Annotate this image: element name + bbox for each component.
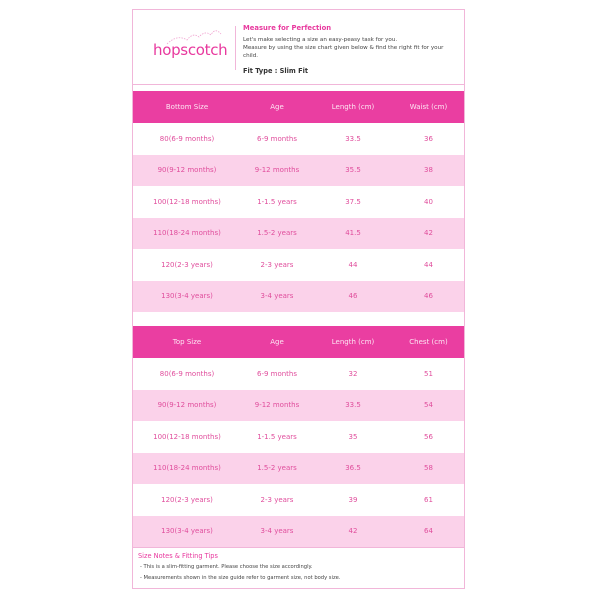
table-header-row [133,326,464,358]
cell-size: 90(9-12 months) [133,155,241,187]
size-chart-header [133,10,464,85]
cell-size: 120(2-3 years) [161,260,213,269]
cell-length: 32 [348,369,358,378]
table-row [133,421,464,453]
cell-waist: 38 [393,155,464,187]
column-header: Age [241,91,313,123]
header-line-1: Let's make selecting a size an easy-peasy task for you. [243,37,398,43]
cell-size: 130(3-4 years) [133,281,241,313]
table-row [133,155,464,187]
cell-waist: 36 [424,134,433,143]
top-size-table [133,326,464,547]
cell-age: 6-9 months [256,369,298,378]
header-line-2: Measure by using the size chart given below & find the right fit for your child. [243,45,444,59]
cell-length: 37.5 [345,197,361,206]
cell-age: 2-3 years [260,260,294,269]
cell-age: 3-4 years [241,281,313,313]
table-row [133,453,464,485]
cell-age: 9-12 months [241,155,313,187]
size-chart-sheet [132,9,465,589]
cell-age: 3-4 years [241,516,313,548]
cell-size: 120(2-3 years) [161,495,213,504]
cell-age: 1-1.5 years [257,432,297,441]
table-row [133,123,464,155]
table-row [133,281,464,313]
cell-waist: 46 [393,281,464,313]
table-row [133,516,464,548]
notes-title: Size Notes & Fitting Tips [138,552,218,560]
table-row [133,186,464,218]
cell-length: 44 [348,260,358,269]
table-row [133,390,464,422]
table-row [133,358,464,390]
cell-chest: 61 [424,495,433,504]
cell-waist: 40 [424,197,433,206]
cell-length: 36.5 [313,453,393,485]
brand-logo [153,28,228,68]
column-header: Waist (cm) [393,91,464,123]
cell-size: 130(3-4 years) [133,516,241,548]
cell-length: 33.5 [313,390,393,422]
note-item: - Measurements shown in the size guide refer to garment size, not body size. [140,575,341,581]
cell-chest: 58 [393,453,464,485]
cell-waist: 44 [424,260,433,269]
cell-size: 100(12-18 months) [153,197,221,206]
header-divider [235,26,236,70]
cell-waist: 42 [393,218,464,250]
cell-chest: 51 [424,369,433,378]
cell-age: 9-12 months [241,390,313,422]
cell-size: 90(9-12 months) [133,390,241,422]
cell-length: 46 [313,281,393,313]
size-notes [133,547,464,589]
cell-chest: 56 [424,432,433,441]
cell-age: 1.5-2 years [241,218,313,250]
header-description [243,36,458,60]
note-item: - This is a slim-fitting garment. Please choose the size accordingly. [140,564,313,570]
column-header: Age [241,326,313,358]
cell-size: 110(18-24 months) [133,218,241,250]
table-header-row [133,91,464,123]
table-row [133,218,464,250]
cell-age: 1-1.5 years [257,197,297,206]
cell-length: 41.5 [313,218,393,250]
cell-age: 2-3 years [260,495,294,504]
column-header: Chest (cm) [393,326,464,358]
column-header: Length (cm) [313,326,393,358]
cell-age: 6-9 months [256,134,298,143]
bottom-size-table [133,91,464,312]
brand-logo-text: hopscotch [153,41,228,59]
table-row [133,484,464,516]
cell-chest: 64 [393,516,464,548]
header-title: Measure for Perfection [243,24,332,32]
cell-length: 33.5 [345,134,361,143]
table-row [133,249,464,281]
cell-size: 110(18-24 months) [133,453,241,485]
column-header: Top Size [133,326,241,358]
fit-type: Fit Type : Slim Fit [243,67,308,75]
cell-length: 35.5 [313,155,393,187]
cell-size: 100(12-18 months) [153,432,221,441]
cell-age: 1.5-2 years [241,453,313,485]
cell-length: 35 [348,432,358,441]
cell-chest: 54 [393,390,464,422]
column-header: Length (cm) [313,91,393,123]
cell-size: 80(6-9 months) [159,369,215,378]
cell-size: 80(6-9 months) [159,134,215,143]
cell-length: 42 [313,516,393,548]
column-header: Bottom Size [133,91,241,123]
cell-length: 39 [348,495,358,504]
